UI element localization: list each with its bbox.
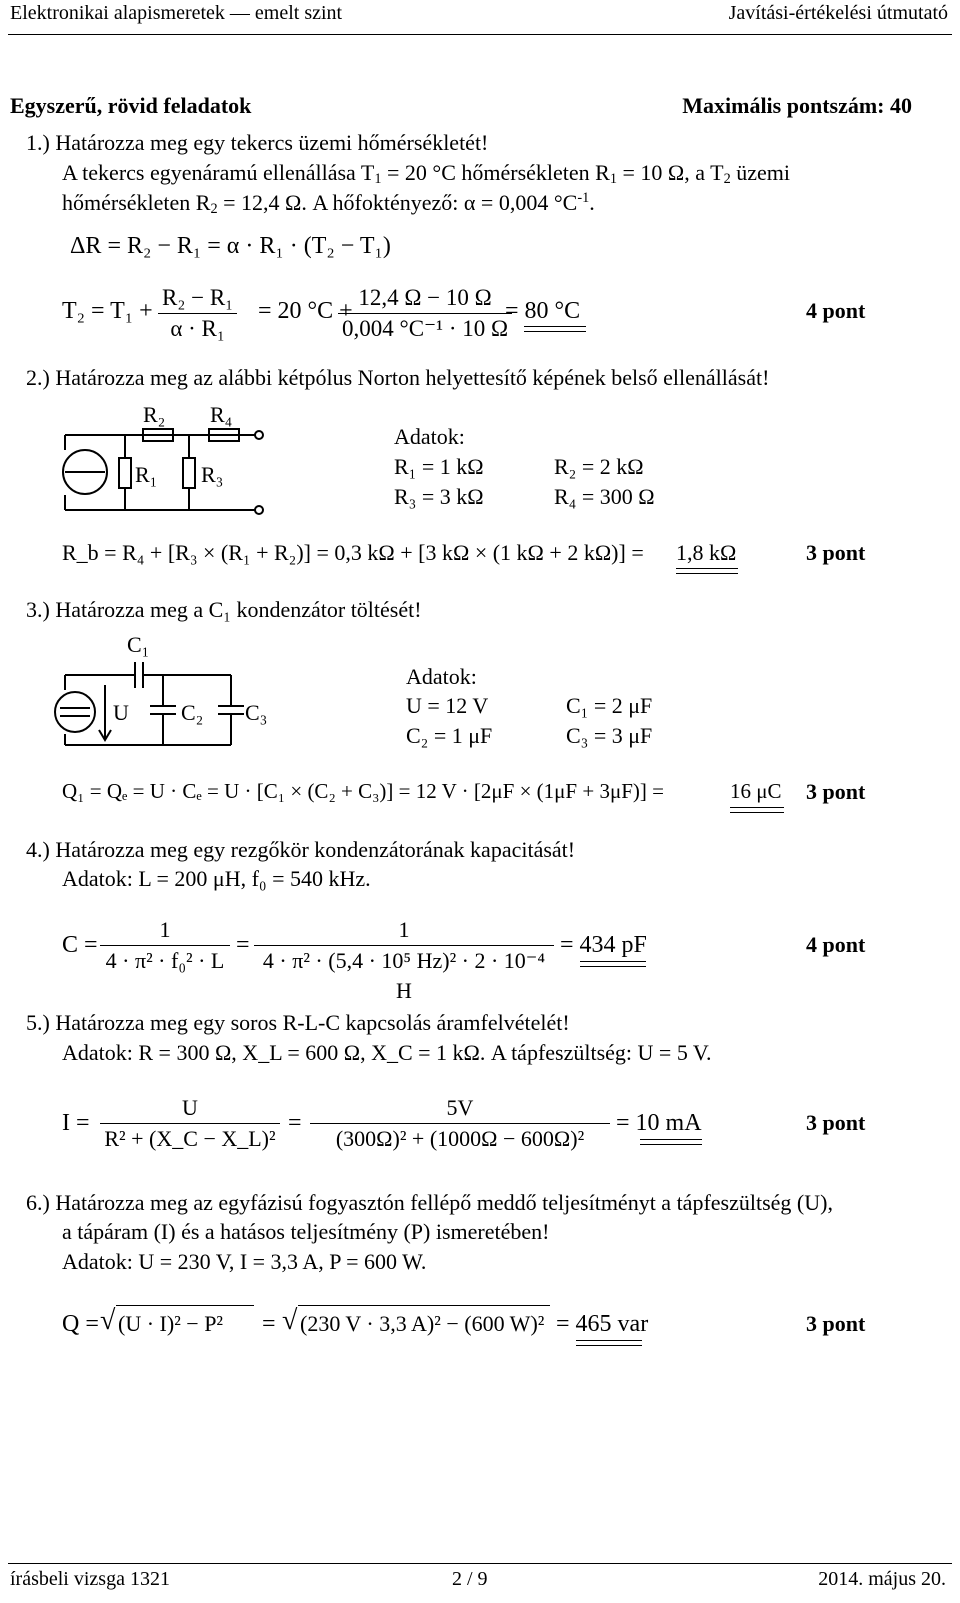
task3-adatok-label: Adatok: [406, 664, 477, 689]
task1-question: 1.) Határozza meg egy tekercs üzemi hőmérsékletét! [26, 130, 489, 155]
task4-fraction2 [254, 915, 554, 1006]
task3-c2: C₂ = 1 μF [406, 723, 493, 748]
task4-lhs: C = [62, 932, 98, 958]
task6-question: 6.) Határozza meg az egyfázisú fogyasztón fellépő meddő teljesítményt a tápfeszültség (U), [26, 1190, 833, 1215]
fraction-numerator: 1 [100, 915, 230, 946]
result-underline [640, 1139, 702, 1145]
label-c3: C₃ [245, 700, 268, 725]
task5-lhs: I = [62, 1110, 90, 1136]
label-r4: R₄ [210, 402, 233, 427]
sqrt-icon: √ [100, 1305, 116, 1336]
task3-u: U = 12 V [406, 693, 489, 718]
task4-equals: = [236, 932, 250, 958]
task1-exponent: -1 [577, 190, 590, 206]
task6-result: = 465 var [556, 1311, 649, 1337]
task1-eq1: ΔR = R₂ − R₁ = α · R₁ · (T₂ − T₁) [70, 233, 391, 259]
fraction-numerator: 5V [310, 1093, 610, 1124]
sqrt-bar [298, 1305, 550, 1306]
header-left: Elektronikai alapismeretek — emelt szint [10, 2, 343, 24]
task2-equation: R_b = R₄ + [R₃ × (R₁ + R₂)] = 0,3 kΩ + [3 kΩ × (1 kΩ + 2 kΩ)] = [62, 540, 644, 565]
task5-question: 5.) Határozza meg egy soros R-L-C kapcsolás áramfelvételét! [26, 1010, 570, 1035]
task2-points: 3 pont [806, 540, 866, 565]
task2-adatok-label: Adatok: [394, 424, 465, 449]
result-underline [676, 568, 738, 574]
task1-fraction2 [338, 283, 512, 344]
fraction-denominator: 0,004 °C⁻¹ · 10 Ω [342, 316, 509, 341]
fraction-numerator: 12,4 Ω − 10 Ω [338, 283, 512, 314]
task6-line2: a tápáram (I) és a hatásos teljesítmény (P) ismeretében! [62, 1219, 550, 1244]
task3-question: 3.) Határozza meg a C₁ kondenzátor töltését! [26, 597, 422, 622]
task5-equals: = [288, 1110, 302, 1136]
fraction-denominator: (300Ω)² + (1000Ω − 600Ω)² [335, 1126, 585, 1151]
fraction-denominator: R² + (X_C − X_L)² [104, 1126, 276, 1151]
task5-data: Adatok: R = 300 Ω, X_L = 600 Ω, X_C = 1 kΩ. A tápfeszültség: U = 5 V. [62, 1040, 712, 1065]
task4-fraction1 [100, 915, 230, 976]
result-underline [580, 961, 646, 967]
task6-lhs: Q = [62, 1311, 99, 1337]
task6-radicand1: (U · I)² − P² [118, 1311, 224, 1336]
footer-page-number: 2 / 9 [452, 1568, 488, 1590]
task2-r2: R₂ = 2 kΩ [554, 454, 644, 479]
task1-fraction1 [158, 283, 237, 344]
task1-text: . [589, 190, 595, 215]
footer-left: írásbeli vizsga 1321 [10, 1568, 170, 1590]
sqrt-bar [116, 1305, 254, 1306]
label-c2: C₂ [181, 700, 204, 725]
sqrt-icon: √ [282, 1305, 298, 1336]
max-points: Maximális pontszám: 40 [682, 93, 912, 118]
task5-result: = 10 mA [616, 1110, 702, 1136]
label-u: U [113, 700, 129, 725]
task1-text: hőmérsékleten R [62, 190, 211, 215]
task1-eq2-lhs: T₂ = T₁ + [62, 298, 153, 324]
task4-points: 4 pont [806, 932, 866, 957]
task6-points: 3 pont [806, 1311, 866, 1336]
fraction-numerator: 1 [254, 915, 554, 946]
section-title: Egyszerű, rövid feladatok [10, 93, 252, 118]
task3-points: 3 pont [806, 779, 866, 804]
label-r2: R₂ [143, 402, 166, 427]
task1-line3: hőmérsékleten $R_2 = 12,4$ Ω. A hőfoktényező: α = 0,004 $^\circ C^{-1}$. [62, 190, 595, 217]
task1-text: = 12,4 Ω. A hőfoktényező: α = 0,004 °C [217, 190, 578, 215]
result-underline [576, 1340, 642, 1346]
fraction-numerator: R₂ − R₁ [158, 283, 237, 314]
task6-radicand2: (230 V · 3,3 A)² − (600 W)² [300, 1311, 545, 1336]
task6-equals: = [262, 1311, 276, 1337]
task2-r1: R₁ = 1 kΩ [394, 454, 484, 479]
task1-text: üzemi [730, 160, 790, 185]
result-underline [524, 326, 586, 332]
footer-right: 2014. május 20. [818, 1568, 946, 1590]
task1-result: = 80 °C [505, 298, 581, 324]
task5-points: 3 pont [806, 1110, 866, 1135]
task5-fraction1 [100, 1093, 280, 1154]
task3-equation: Q₁ = Qₑ = U · Cₑ = U · [C₁ × (C₂ + C₃)] = 12 V · [2μF × (1μF + 3μF)] = [62, 779, 664, 803]
task1-eq2-mid: = 20 °C + [258, 298, 353, 324]
result-underline [730, 807, 784, 813]
task3-c1: C₁ = 2 μF [566, 693, 653, 718]
task2-r4: R₄ = 300 Ω [554, 484, 655, 509]
task1-line2: A tekercs egyenáramú ellenállása $T_1 = 20$ °C hőmérsékleten $R_1 = 10$ Ω, a $T_2$ üzemi [62, 160, 790, 187]
task5-fraction2 [310, 1093, 610, 1154]
fraction-denominator: 4 · π² · (5,4 · 10⁵ Hz)² · 2 · 10⁻⁴ H [262, 948, 546, 1003]
fraction-denominator: α · R₁ [170, 316, 225, 341]
header-rule [8, 34, 952, 35]
task3-result: 16 μC [730, 779, 782, 803]
task2-circuit-diagram [55, 400, 285, 520]
header-right: Javítási-értékelési útmutató [728, 2, 948, 24]
task2-result: 1,8 kΩ [676, 540, 737, 565]
task1-text: = 10 Ω, a T [617, 160, 724, 185]
task1-text: = 20 °C hőmérsékleten R [381, 160, 610, 185]
task1-text: A tekercs egyenáramú ellenállása T [62, 160, 375, 185]
task1-points: 4 pont [806, 298, 866, 323]
task4-result: = 434 pF [560, 932, 647, 958]
label-c1: C₁ [127, 632, 150, 657]
task3-c3: C₃ = 3 μF [566, 723, 653, 748]
task6-data: Adatok: U = 230 V, I = 3,3 A, P = 600 W. [62, 1249, 427, 1274]
task2-question: 2.) Határozza meg az alábbi kétpólus Norton helyettesítő képének belső ellenállását! [26, 365, 770, 390]
task3-circuit-diagram [55, 630, 275, 750]
task2-r3: R₃ = 3 kΩ [394, 484, 484, 509]
label-r3: R₃ [201, 462, 224, 487]
task4-question: 4.) Határozza meg egy rezgőkör kondenzátorának kapacitását! [26, 837, 576, 862]
task4-data: Adatok: L = 200 μH, f₀ = 540 kHz. [62, 866, 371, 891]
footer-rule [8, 1563, 952, 1564]
fraction-denominator: 4 · π² · f₀² · L [105, 948, 225, 973]
label-r1: R₁ [135, 462, 158, 487]
fraction-numerator: U [100, 1093, 280, 1124]
